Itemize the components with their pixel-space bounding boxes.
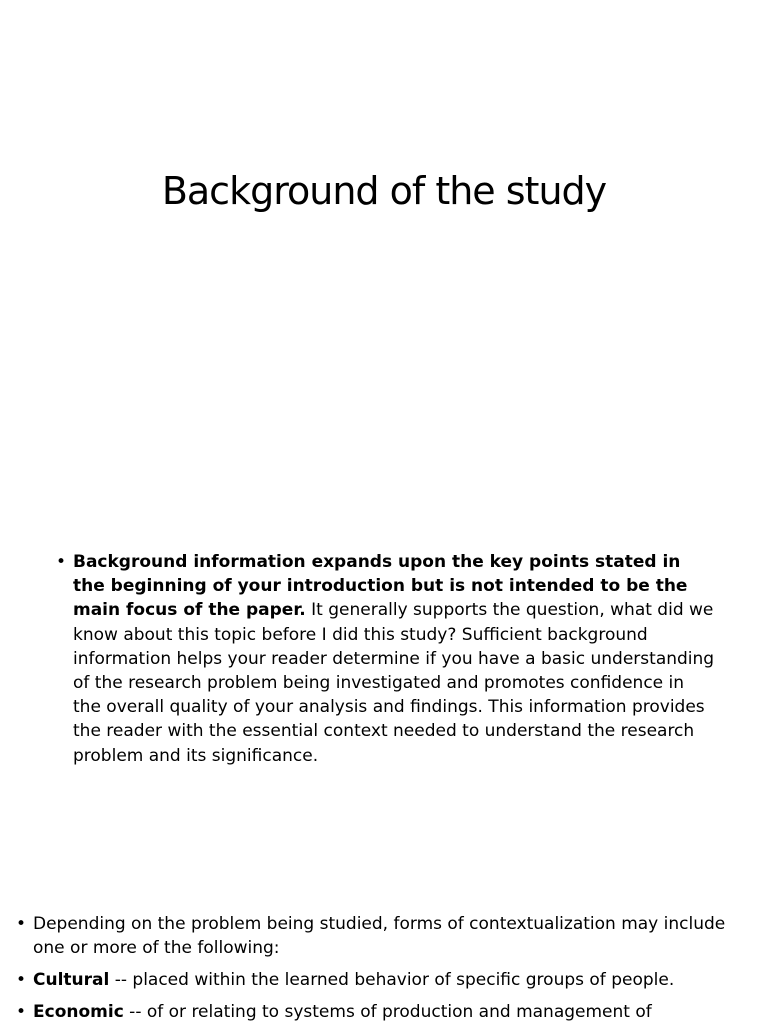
list-item-text (33, 912, 756, 960)
list-item-bold-text: Cultural (33, 970, 110, 990)
context-list (16, 912, 756, 1032)
main-bullet-block (56, 550, 716, 768)
list-item-bold-text: Economic (33, 1002, 124, 1022)
list-item (16, 1000, 756, 1024)
bullet-icon: • (16, 970, 27, 990)
main-bullet-item (56, 550, 716, 768)
list-item-regular-text: Depending on the problem being studied, forms of contextualization may include one or more of the following: (33, 914, 726, 958)
bullet-icon: • (56, 552, 67, 572)
list-item (16, 968, 756, 992)
list-item-text (33, 1000, 756, 1024)
list-item-regular-text: -- of or relating to systems of production and management of (123, 1002, 652, 1022)
main-bullet-text (73, 550, 716, 768)
bullet-icon: • (16, 914, 27, 934)
main-bullet-bold-text: Background information expands upon the key points stated in the beginning of your introduction but is not intended to be the main focus of the paper. (73, 552, 688, 621)
bullet-icon: • (16, 1002, 27, 1022)
list-item-regular-text: -- placed within the learned behavior of specific groups of people. (109, 970, 675, 990)
main-bullet-regular-text: It generally supports the question, what did we know about this topic before I did this study? Sufficient background information helps your reader determine if you have a basic understanding of the research problem being investigated and promotes confidence in the overall quality of your analysis and findings. This information provides the reader with the essential context needed to understand the research problem and its significance. (73, 600, 715, 766)
list-item-text (33, 968, 756, 992)
slide-title: Background of the study (161, 169, 607, 213)
list-item (16, 912, 756, 960)
